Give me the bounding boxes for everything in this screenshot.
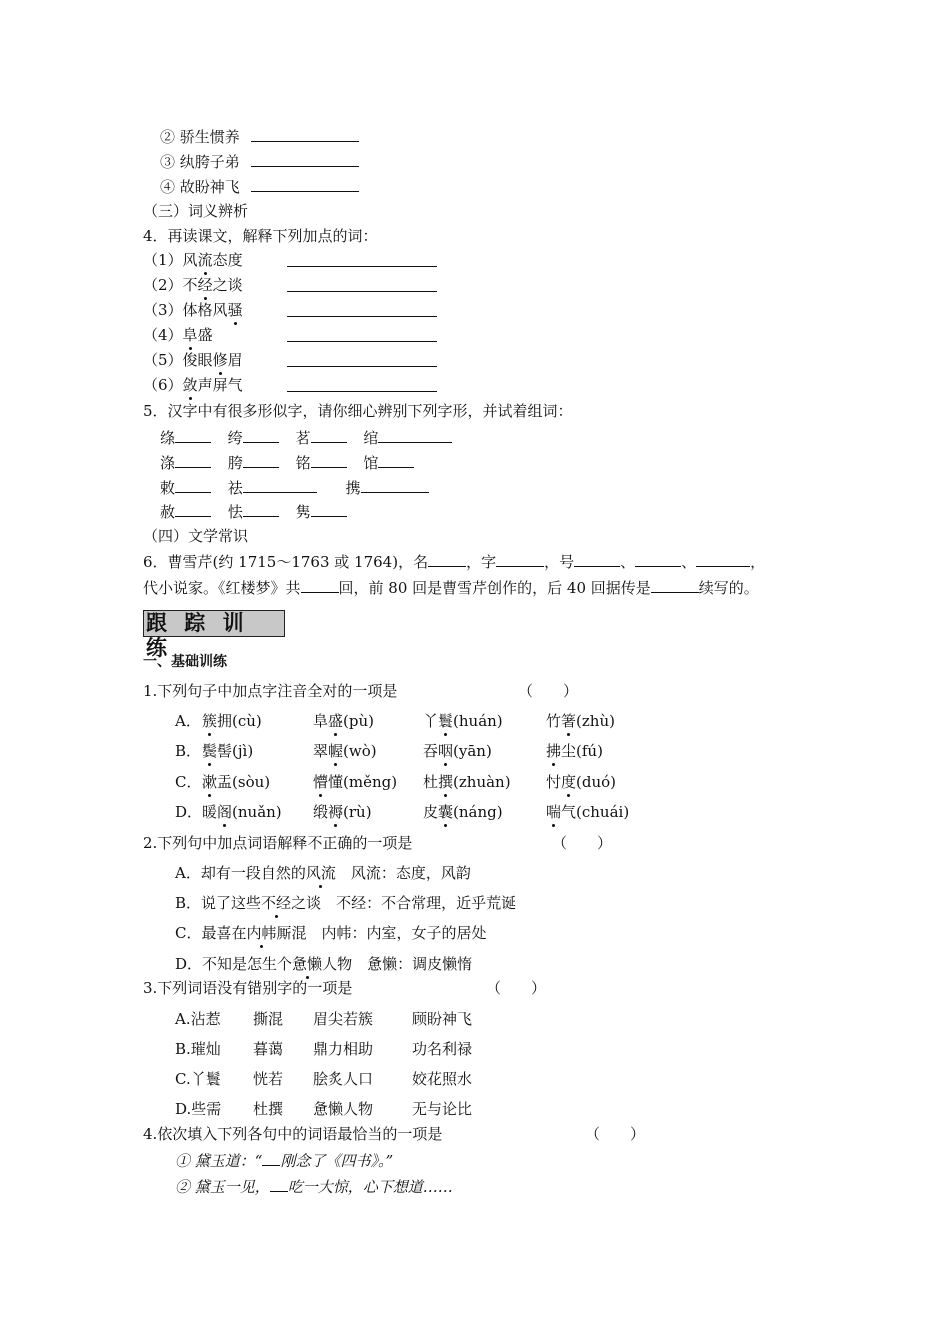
answer-blank[interactable]: [287, 316, 437, 317]
option-word: C.丫鬟: [175, 1070, 221, 1088]
vocab-item: （2）不经之谈: [143, 276, 243, 294]
idiom-item: ④ 故盼神飞: [160, 176, 359, 197]
answer-blank[interactable]: [175, 477, 211, 493]
option-row: B．: [175, 742, 202, 760]
option-row: B．说了这些不经之谈 不经：不合常理，近乎荒诞: [175, 894, 517, 912]
answer-blank[interactable]: [287, 266, 437, 267]
answer-blank[interactable]: [287, 366, 437, 367]
answer-blank[interactable]: [301, 577, 339, 593]
char-row: 赦 怯 隽: [160, 501, 347, 522]
answer-blank[interactable]: [251, 151, 359, 167]
answer-blank[interactable]: [262, 1150, 280, 1166]
option-word: 撕混: [253, 1010, 284, 1028]
answer-blank[interactable]: [243, 427, 279, 443]
option-item: 拂尘(fú): [546, 742, 603, 760]
vocab-item: （4）阜盛: [143, 326, 213, 344]
answer-blank[interactable]: [251, 126, 359, 142]
option-item: 忖度(duó): [546, 773, 617, 791]
answer-blank[interactable]: [361, 477, 429, 493]
option-item: 阜盛(pù): [313, 712, 374, 730]
idiom-item: ② 骄生惯养: [160, 126, 359, 147]
answer-blank[interactable]: [175, 501, 211, 517]
option-item: 杜撰(zhuàn): [423, 773, 511, 791]
option-word: 功名利禄: [412, 1040, 473, 1058]
option-item: 懵懂(měng): [313, 773, 398, 791]
vocab-item: （3）体格风骚: [143, 301, 243, 319]
vocab-item: （1）风流态度: [143, 251, 243, 269]
option-word: 恍若: [253, 1070, 284, 1088]
fill-sentence: ① 黛玉道：“ 刚念了《四书》。”: [175, 1152, 394, 1170]
option-word: A.沾惹: [175, 1010, 221, 1028]
char-row: 涤 胯 铭 馆: [160, 452, 414, 473]
answer-blank[interactable]: [175, 427, 211, 443]
answer-paren[interactable]: （ ）: [518, 682, 579, 700]
answer-blank[interactable]: [287, 291, 437, 292]
answer-paren[interactable]: （ ）: [486, 979, 547, 997]
section-heading: 跟 踪 训 练: [143, 610, 285, 637]
answer-blank[interactable]: [378, 427, 452, 443]
question-line: 代小说家。《红楼梦》共 回，前 80 回是曹雪芹创作的，后 40 回据传是 续写的。: [143, 579, 759, 597]
vocab-item: （6）敛声屏气: [143, 376, 243, 394]
option-word: 暮蔼: [253, 1040, 284, 1058]
option-word: 惫懒人物: [313, 1100, 374, 1118]
answer-blank[interactable]: [311, 427, 347, 443]
option-word: 姣花照水: [412, 1070, 473, 1088]
answer-blank[interactable]: [635, 551, 681, 567]
vocab-item: （5）俊眼修眉: [143, 351, 243, 369]
answer-blank[interactable]: [175, 452, 211, 468]
answer-blank[interactable]: [378, 452, 414, 468]
answer-blank[interactable]: [311, 452, 347, 468]
char-row: 绦 绔 茗 绾: [160, 427, 452, 448]
answer-blank[interactable]: [243, 501, 279, 517]
answer-blank[interactable]: [311, 501, 347, 517]
option-item: 喘气(chuái): [546, 803, 630, 821]
answer-blank[interactable]: [651, 577, 699, 593]
option-word: 鼎力相助: [313, 1040, 374, 1058]
option-word: 无与论比: [412, 1100, 473, 1118]
fill-sentence: ② 黛玉一见， 吃一大惊，心下想道……: [175, 1178, 453, 1196]
option-item: 暖阁(nuǎn): [202, 803, 282, 821]
answer-blank[interactable]: [243, 452, 279, 468]
question-stem: 1.下列句子中加点字注音全对的一项是: [143, 682, 398, 700]
option-item: 漱盂(sòu): [202, 773, 271, 791]
option-row: A．却有一段自然的风流 风流：态度，风韵: [175, 864, 471, 882]
section-title: （四）文学常识: [143, 527, 249, 545]
option-word: 脍炙人口: [313, 1070, 374, 1088]
option-word: B.璀灿: [175, 1040, 221, 1058]
answer-paren[interactable]: （ ）: [585, 1125, 646, 1143]
option-row: C．: [175, 773, 202, 791]
question-stem: 4.依次填入下列各句中的词语最恰当的一项是: [143, 1125, 443, 1143]
option-item: 丫鬟(huán): [423, 712, 503, 730]
answer-blank[interactable]: [696, 551, 750, 567]
answer-blank[interactable]: [287, 391, 437, 392]
option-item: 缎褥(rù): [313, 803, 372, 821]
answer-blank[interactable]: [287, 341, 437, 342]
question-stem: 3.下列词语没有错别字的一项是: [143, 979, 353, 997]
option-word: D.些需: [175, 1100, 222, 1118]
option-word: 眉尖若簇: [313, 1010, 374, 1028]
option-item: 簇拥(cù): [202, 712, 262, 730]
question-stem: 4．再读课文，解释下列加点的词：: [143, 227, 378, 245]
question-stem: 2.下列句中加点词语解释不正确的一项是: [143, 834, 413, 852]
answer-blank[interactable]: [251, 176, 359, 192]
answer-blank[interactable]: [270, 1176, 288, 1192]
option-item: 竹箸(zhù): [546, 712, 615, 730]
section-title: （三）词义辨析: [143, 202, 249, 220]
answer-blank[interactable]: [496, 551, 544, 567]
option-row: D．不知是怎生个惫懒人物 惫懒：调皮懒惰: [175, 955, 473, 973]
answer-blank[interactable]: [574, 551, 620, 567]
idiom-item: ③ 纨胯子弟: [160, 151, 359, 172]
char-row: 敕 祛 携: [160, 477, 429, 498]
option-row: C．最喜在内帏厮混 内帏：内室，女子的居处: [175, 924, 487, 942]
answer-paren[interactable]: （ ）: [552, 834, 613, 852]
option-row: A．: [175, 712, 201, 730]
option-item: 翠幄(wò): [313, 742, 377, 760]
option-item: 吞咽(yān): [423, 742, 492, 760]
option-word: 顾盼神飞: [412, 1010, 473, 1028]
option-word: 杜撰: [253, 1100, 284, 1118]
sub-heading: 一、基础训练: [143, 654, 227, 670]
option-row: D．: [175, 803, 203, 821]
option-item: 皮囊(náng): [423, 803, 503, 821]
question-line: 6．曹雪芹(约 1715～1763 或 1764)，名 ，字 ，号 、 、 ，: [143, 553, 766, 571]
answer-blank[interactable]: [428, 551, 466, 567]
option-item: 鬓髻(jì): [202, 742, 254, 760]
question-stem: 5．汉字中有很多形似字，请你细心辨别下列字形，并试着组词：: [143, 402, 573, 420]
answer-blank[interactable]: [243, 477, 317, 493]
